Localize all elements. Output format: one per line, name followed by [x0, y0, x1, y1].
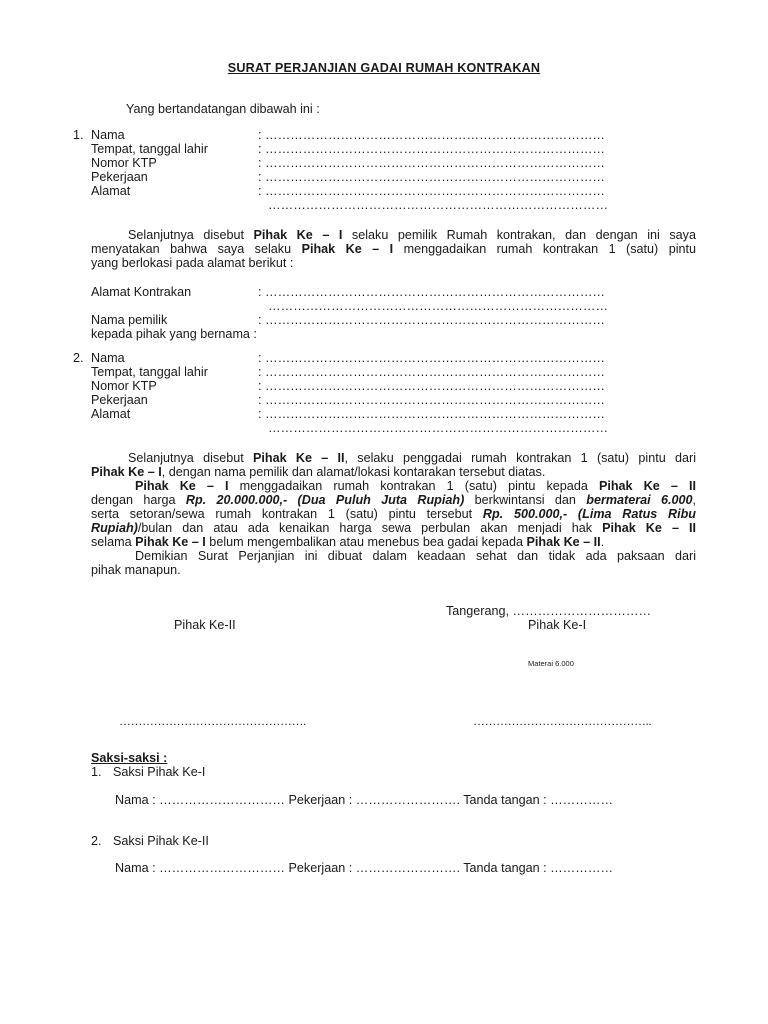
field-label: Alamat Kontrakan — [91, 285, 192, 299]
text-run: Selanjutnya disebut — [128, 228, 254, 242]
text-run: dengan harga — [91, 493, 186, 507]
party-ref: Pihak Ke – II — [602, 521, 696, 535]
text-line: Demikian Surat Perjanjian ini dibuat dalam keadaan sehat dan tidak ada paksaan dari — [135, 549, 696, 563]
field-label: Pekerjaan — [91, 393, 148, 407]
text-line — [91, 507, 696, 521]
intro-text: Yang bertandatangan dibawah ini : — [126, 102, 320, 116]
witness-1-fields: Nama : ………………………… Pekerjaan : ……………………. Tanda tangan : …………… — [115, 793, 614, 807]
text-run: . — [600, 535, 605, 549]
field-label: Tempat, tanggal lahir — [91, 142, 208, 156]
text-run: Selanjutnya disebut — [128, 451, 253, 465]
text-run: berkwintansi dan — [464, 493, 587, 507]
field-blank: : ……………………………………………………………………… — [258, 170, 606, 184]
field-blank: : ……………………………………………………………………… — [258, 365, 606, 379]
field-label: Alamat — [91, 184, 131, 198]
party-ref: Pihak Ke – II — [598, 479, 697, 493]
field-blank: : ……………………………………………………………………… — [258, 156, 606, 170]
field-label: Nomor KTP — [91, 156, 157, 170]
rent-words: (Lima Ratus Ribu — [567, 507, 696, 521]
signature-label-right: Pihak Ke-I — [528, 618, 587, 632]
text-run: /bulan dan atau ada kenaikan harga sewa perbulan akan menjadi hak — [137, 521, 603, 535]
field-blank: : ……………………………………………………………………… — [258, 379, 606, 393]
witness-number: 1. — [91, 765, 102, 779]
field-label: Nama — [91, 351, 125, 365]
text-line — [91, 493, 696, 507]
rent-words-end: Rupiah) — [91, 521, 138, 535]
field-blank: : ……………………………………………………………………… — [258, 393, 606, 407]
field-label: Tempat, tanggal lahir — [91, 365, 208, 379]
text-line — [91, 465, 696, 479]
signature-line-right: ……………………………………….. — [473, 714, 652, 728]
party1-number: 1. — [73, 128, 84, 142]
party-ref: Pihak Ke – I — [301, 242, 394, 256]
field-blank: : ……………………………………………………………………… — [258, 313, 606, 327]
stamp-note: Materai 6.000 — [528, 659, 574, 668]
witness-label: Saksi Pihak Ke-I — [113, 765, 206, 779]
text-run: selaku pemilik Rumah kontrakan, dan dengan ini saya — [342, 228, 696, 242]
document-title: SURAT PERJANJIAN GADAI RUMAH KONTRAKAN — [227, 61, 541, 75]
field-label: Nomor KTP — [91, 379, 157, 393]
witness-number: 2. — [91, 834, 102, 848]
field-label: Nama — [91, 128, 125, 142]
text-line: yang berlokasi pada alamat berikut : — [91, 256, 294, 270]
witness-label: Saksi Pihak Ke-II — [113, 834, 209, 848]
text-line — [91, 479, 696, 493]
price-amount: Rp. 20.000.000,- — [185, 493, 288, 507]
rent-amount: Rp. 500.000,- — [482, 507, 568, 521]
text-run: menggadaikan rumah kontrakan 1 (satu) pintu kepada — [228, 479, 599, 493]
field-blank: : ……………………………………………………………………… — [258, 184, 606, 198]
paragraph-1 — [91, 228, 696, 270]
to-party-text: kepada pihak yang bernama : — [91, 327, 257, 341]
signature-label-left: Pihak Ke-II — [174, 618, 236, 632]
party-ref: Pihak Ke – I — [135, 479, 229, 493]
price-words: (Dua Puluh Juta Rupiah) — [287, 493, 465, 507]
witness-1-heading — [91, 765, 205, 779]
party-ref: Pihak Ke – I — [253, 228, 343, 242]
party-ref: Pihak Ke – II — [252, 451, 345, 465]
party2-number: 2. — [73, 351, 84, 365]
text-line — [91, 451, 696, 465]
field-label: Alamat — [91, 407, 131, 421]
text-run: , — [692, 493, 696, 507]
text-run: , dengan nama pemilik dan alamat/lokasi kontarakan tersebut diatas. — [161, 465, 546, 479]
text-line — [91, 242, 696, 256]
party-ref: Pihak Ke – I — [135, 535, 206, 549]
field-blank: : ……………………………………………………………………… — [258, 407, 606, 421]
field-blank: ……………………………………………………………………… — [268, 198, 609, 212]
text-line: pihak manapun. — [91, 563, 181, 577]
paragraph-2 — [91, 451, 696, 577]
text-run: menyatakan bahwa saya selaku — [91, 242, 302, 256]
stamp-duty: bermaterai 6.000 — [586, 493, 693, 507]
text-run: selama — [91, 535, 136, 549]
field-label: Nama pemilik — [91, 313, 168, 327]
text-line — [91, 535, 696, 549]
text-run: , selaku penggadai rumah kontrakan 1 (satu) pintu dari — [344, 451, 696, 465]
field-blank: : ……………………………………………………………………… — [258, 285, 606, 299]
witnesses-title: Saksi-saksi : — [91, 751, 168, 765]
text-line — [91, 521, 696, 535]
field-label: Pekerjaan — [91, 170, 148, 184]
field-blank: ……………………………………………………………………… — [268, 421, 609, 435]
text-run: menggadaikan rumah kontrakan 1 (satu) pintu — [393, 242, 697, 256]
text-run: belum mengembalikan atau menebus bea gadai kepada — [205, 535, 527, 549]
signature-line-left: …………………………………………. — [119, 714, 306, 728]
text-line — [91, 228, 696, 242]
field-blank: : ……………………………………………………………………… — [258, 128, 606, 142]
field-blank: : ……………………………………………………………………… — [258, 351, 606, 365]
witness-2-heading — [91, 834, 209, 848]
place-date: Tangerang, …………………………… — [446, 604, 652, 618]
text-run: serta setoran/sewa rumah kontrakan 1 (satu) pintu tersebut — [91, 507, 483, 521]
party-ref: Pihak Ke – I — [91, 465, 162, 479]
field-blank: ……………………………………………………………………… — [268, 299, 609, 313]
witness-2-fields: Nama : ………………………… Pekerjaan : ……………………. Tanda tangan : …………… — [115, 861, 614, 875]
party-ref: Pihak Ke – II — [526, 535, 601, 549]
field-blank: : ……………………………………………………………………… — [258, 142, 606, 156]
